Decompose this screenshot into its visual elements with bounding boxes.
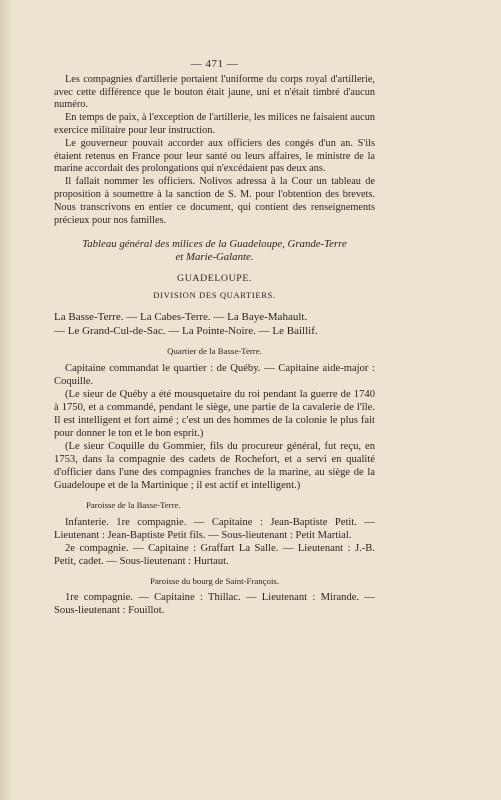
division-heading: DIVISION DES QUARTIERS. (153, 290, 276, 301)
paroisse-entry: Infanterie. 1re compagnie. — Capitaine : Jean-Baptiste Petit. — Lieutenant : Jean-Baptiste Petit fils. — Sous-lieutenant : Petit Martial. (54, 516, 375, 541)
quartier-note: (Le sieur Coquille du Gommier, fils du procureur général, fut reçu, en 1753, dans la compagnie des cadets de Rochefort, et a servi en qualité d'officier dans l'une des compagnies franches de la marine, au siège de la Guadeloupe et de la Martinique ; il est actif et intelligent.) (54, 440, 375, 491)
page-content (54, 58, 375, 617)
quarters-line2: — Le Grand-Cul-de-Sac. — La Pointe-Noire. — Le Baillif. (54, 324, 318, 337)
table-title-line2: et Marie-Galante. (175, 251, 254, 264)
paroisse-heading: Paroisse du bourg de Saint-François. (149, 575, 280, 586)
paroisse-entry: 2e compagnie. — Capitaine : Graffart La Salle. — Lieutenant : J.-B. Petit, cadet. — Sous-lieutenant : Hurtaut. (54, 542, 375, 567)
paroisse-heading: Paroisse de la Basse-Terre. (86, 499, 181, 510)
paroisse-entry: 1re compagnie. — Capitaine : Thillac. — Lieutenant : Mirande. — Sous-lieutenant : Fouillot. (54, 592, 375, 617)
quarters-list (54, 310, 375, 338)
quarters-line1: La Basse-Terre. — La Cabes-Terre. — La Baye-Mahault. (54, 310, 308, 323)
page-spine-shadow (0, 0, 14, 800)
table-title (54, 238, 375, 264)
quartier-entry: Capitaine commandat le quartier : de Québy. — Capitaine aide-major : Coquille. (54, 362, 375, 387)
quartier-note: (Le sieur de Québy a été mousquetaire du roi pendant la guerre de 1740 à 1750, et a commandé, pendant le siège, une partie de la cavalerie de l'île. Il est intelligent et fort aimé ; c'est un des hommes de la colonie le plus fait pour donner le ton et le bon esprit.) (54, 388, 375, 439)
region-heading: GUADELOUPE. (177, 273, 252, 285)
paragraph: Il fallait nommer les officiers. Nolivos adressa à la Cour un tableau de proposition à soumettre à la sanction de S. M. pour l'obtention des brevets. Nous transcrivons en entier ce document, qui contient des renseignements précieux pour nos familles. (54, 176, 375, 226)
paragraph: Les compagnies d'artillerie portaient l'uniforme du corps royal d'artillerie, avec cette différence que le bouton était jaune, uni et n'était timbré d'aucun numéro. (54, 73, 375, 111)
paragraph: Le gouverneur pouvait accorder aux officiers des congés d'un an. S'ils étaient retenus en France pour leur santé ou leurs affaires, le ministre de la marine accordait des prolongations qui n'excédaient pas deux ans. (54, 137, 375, 175)
table-title-line1: Tableau général des milices de la Guadeloupe, Grande-Terre (82, 238, 347, 251)
quartier-heading: Quartier de la Basse-Terre. (167, 345, 262, 356)
page-number: — 471 — (190, 58, 239, 70)
paragraph: En temps de paix, à l'exception de l'artillerie, les milices ne faisaient aucun exercice militaire pour leur instruction. (54, 112, 375, 136)
